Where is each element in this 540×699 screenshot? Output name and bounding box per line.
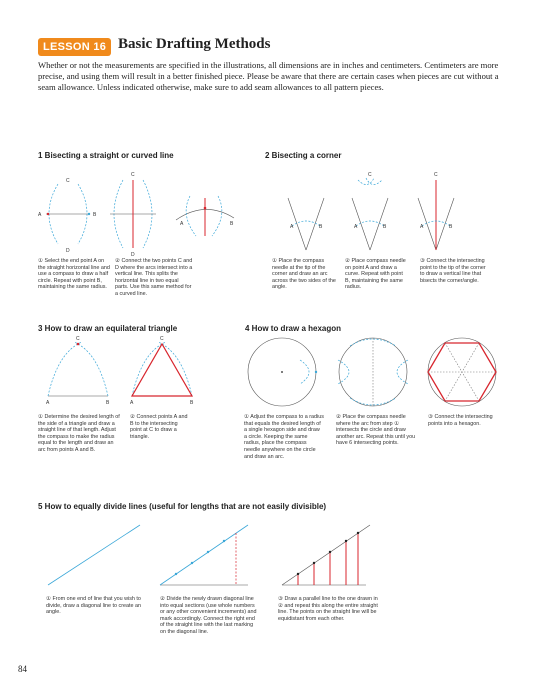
step-caption: ① Adjust the compass to a radius that equals the desired length of a single hexagon side and draw a circle. Keeping the same radius, place the compass needle anywhere on the circle and draw an arc. <box>244 414 324 460</box>
page-number: 84 <box>18 664 27 674</box>
section-5-title: 5 How to equally divide lines (useful for lengths that are not easily divisible) <box>38 502 327 511</box>
label-c: C <box>66 178 70 184</box>
section-2-title: 2 Bisecting a corner <box>265 151 342 160</box>
label-a: A <box>354 224 358 230</box>
bisect-line-diagram-2 <box>110 172 156 258</box>
label-a: A <box>420 224 424 230</box>
step-caption: ③ Connect the intersecting point to the tip of the corner to draw a vertical line that bisects the corner/angle. <box>420 258 486 284</box>
triangle-diagram-1 <box>46 336 110 406</box>
step-caption: ② Connect points A and B to the intersecting point at C to draw a triangle. <box>130 414 188 440</box>
bisect-corner-diagram-2 <box>352 172 388 250</box>
page-title: Basic Drafting Methods <box>118 36 271 52</box>
label-b: B <box>449 224 453 230</box>
hexagon-diagram-3 <box>428 338 496 406</box>
label-b: B <box>106 400 110 406</box>
triangle-diagram-2 <box>130 336 194 406</box>
bisect-corner-diagram-3 <box>418 172 454 250</box>
bisect-line-diagram-1 <box>38 178 97 254</box>
divide-line-diagram-2 <box>160 525 248 585</box>
step-caption: ② Place the compass needle where the arc from step ① intersects the circle and draw another arc. Repeat this until you have 6 intersecting points. <box>336 414 416 447</box>
bisect-corner-diagram-1 <box>288 198 324 250</box>
step-caption: ③ Draw a parallel line to the one drawn in ② and repeat this along the entire straight line. The points on the straight line will be equidistant from each other. <box>278 596 378 622</box>
divide-line-diagram-1 <box>48 525 140 585</box>
label-a: A <box>180 221 184 227</box>
step-caption: ③ Connect the intersecting points into a hexagon. <box>428 414 493 427</box>
divide-line-diagram-3 <box>282 525 370 585</box>
label-b: B <box>93 212 97 218</box>
label-d: D <box>66 248 70 254</box>
intro-paragraph: Whether or not the measurements are specified in the illustrations, all dimensions are in inches and centimeters. Centimeters are more precise, and using them will result in a better finished piece. Please be aware that there are certain cases when pieces are cut without a seam allowance. Unless indicated otherwise, make sure to add seam allowances to all pattern pieces. <box>38 60 499 93</box>
lesson-label: LESSON 16 <box>38 38 111 56</box>
label-c: C <box>131 172 135 178</box>
step-caption: ① From one end of line that you wish to divide, draw a diagonal line to create an angle. <box>46 596 141 616</box>
label-c: C <box>160 336 164 342</box>
section-1-title: 1 Bisecting a straight or curved line <box>38 151 174 160</box>
step-caption: ② Divide the newly drawn diagonal line into equal sections (use whole numbers or any other convenient increments) and mark accordingly. Connect the right end of the straight line with the last marking on the diagonal line. <box>160 596 257 635</box>
label-d: D <box>131 252 135 258</box>
step-caption: ① Select the end point A on the straight horizontal line and use a compass to draw a half circle. Repeat with point B, maintaining the same radius. <box>38 258 110 291</box>
label-a: A <box>38 212 42 218</box>
label-c: C <box>368 172 372 178</box>
label-c: C <box>76 336 80 342</box>
label-b: B <box>383 224 387 230</box>
section-3-title: 3 How to draw an equilateral triangle <box>38 324 178 333</box>
step-caption: ② Connect the two points C and D where the arcs intersect into a vertical line. This splits the horizontal line in two equal parts. Use this same method for a curved line. <box>115 258 193 297</box>
bisect-curve-diagram <box>176 196 234 236</box>
label-a: A <box>290 224 294 230</box>
section-4-title: 4 How to draw a hexagon <box>245 324 342 333</box>
label-b: B <box>319 224 323 230</box>
step-caption: ① Place the compass needle at the tip of the corner and draw an arc across the two sides of the angle. <box>272 258 336 291</box>
step-caption: ② Place compass needle on point A and draw a curve. Repeat with point B, maintaining the same radius. <box>345 258 406 291</box>
label-b: B <box>190 400 194 406</box>
hexagon-diagram-2 <box>338 338 408 406</box>
hexagon-diagram-1 <box>248 338 317 406</box>
label-c: C <box>434 172 438 178</box>
step-caption: ① Determine the desired length of the side of a triangle and draw a straight line of that length. Adjust the compass to make the radius equal to the length and draw an arc from points A and B. <box>38 414 120 453</box>
label-a: A <box>46 400 50 406</box>
label-a: A <box>130 400 134 406</box>
label-b: B <box>230 221 234 227</box>
